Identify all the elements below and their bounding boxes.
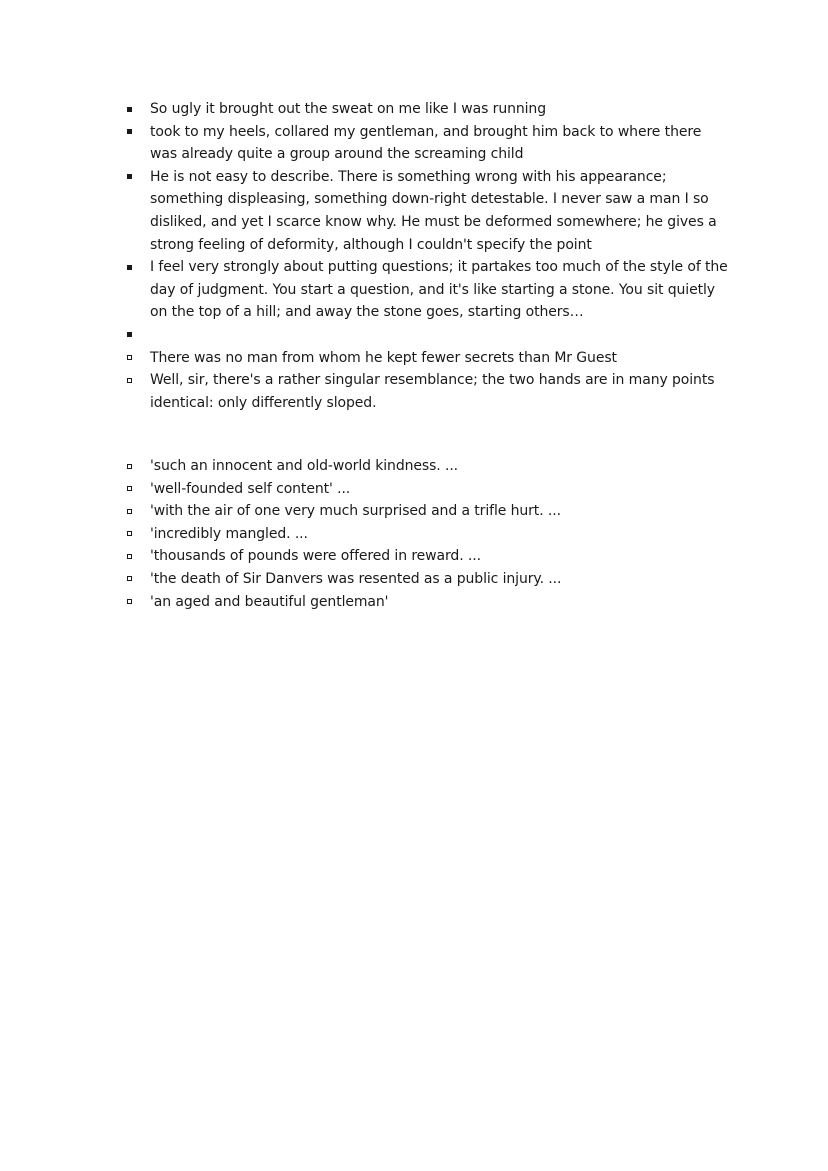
list-item xyxy=(150,121,730,166)
hollow-square-bullet-icon xyxy=(127,486,132,491)
square-bullet-icon xyxy=(127,265,132,270)
hollow-square-bullet-icon xyxy=(127,599,132,604)
hollow-square-bullet-icon xyxy=(127,554,132,559)
square-bullet-icon xyxy=(127,129,132,134)
list-item xyxy=(150,455,730,478)
list-item-empty xyxy=(150,324,730,347)
list-item xyxy=(150,98,730,121)
list-item-text: He is not easy to describe. There is something wrong with his appearance; something displeasing, something down-right detestable. I never saw a man I so disliked, and yet I scarce know why. He must be deformed somewhere; he gives a strong feeling of deformity, although I couldn't specify the point xyxy=(150,168,717,253)
list-item xyxy=(150,166,730,256)
list-item-text: 'well-founded self content' ... xyxy=(150,480,351,497)
list-item-text: 'such an innocent and old-world kindness. ... xyxy=(150,458,459,474)
list-item xyxy=(150,478,730,501)
hollow-square-bullet-icon xyxy=(127,576,132,581)
list-item-text: 'the death of Sir Danvers was resented as a public injury. ... xyxy=(150,570,562,587)
list-item-text: 'incredibly mangled. ... xyxy=(150,525,308,542)
list-item-text: 'an aged and beautiful gentleman' xyxy=(150,593,389,610)
list-item xyxy=(150,523,730,546)
list-item xyxy=(150,347,730,370)
square-bullet-icon xyxy=(127,332,132,337)
hollow-square-bullet-icon xyxy=(127,355,132,360)
list-item xyxy=(150,256,730,324)
list-item-text: So ugly it brought out the sweat on me like I was running xyxy=(150,101,546,117)
list-item-text: There was no man from whom he kept fewer secrets than Mr Guest xyxy=(150,349,617,366)
hollow-square-bullet-icon xyxy=(127,464,132,469)
list-item xyxy=(150,500,730,523)
quote-list-primary xyxy=(150,98,730,414)
quote-list-secondary xyxy=(150,455,730,613)
hollow-square-bullet-icon xyxy=(127,509,132,514)
list-item-text: 'thousands of pounds were offered in reward. ... xyxy=(150,548,481,565)
list-item-text: Well, sir, there's a rather singular resemblance; the two hands are in many points identical: only differently sloped. xyxy=(150,372,715,411)
hollow-square-bullet-icon xyxy=(127,378,132,383)
list-item-text: took to my heels, collared my gentleman, and brought him back to where there was already quite a group around the screaming child xyxy=(150,123,702,163)
list-item-text: I feel very strongly about putting questions; it partakes too much of the style of the day of judgment. You start a question, and it's like starting a stone. You sit quietly on the top of a hill; and away the stone goes, starting others… xyxy=(150,259,728,321)
hollow-square-bullet-icon xyxy=(127,531,132,536)
list-item-text: 'with the air of one very much surprised and a trifle hurt. ... xyxy=(150,503,561,520)
list-item xyxy=(150,591,730,614)
list-item xyxy=(150,568,730,591)
list-item xyxy=(150,545,730,568)
square-bullet-icon xyxy=(127,107,132,112)
list-item xyxy=(150,369,730,414)
square-bullet-icon xyxy=(127,174,132,179)
